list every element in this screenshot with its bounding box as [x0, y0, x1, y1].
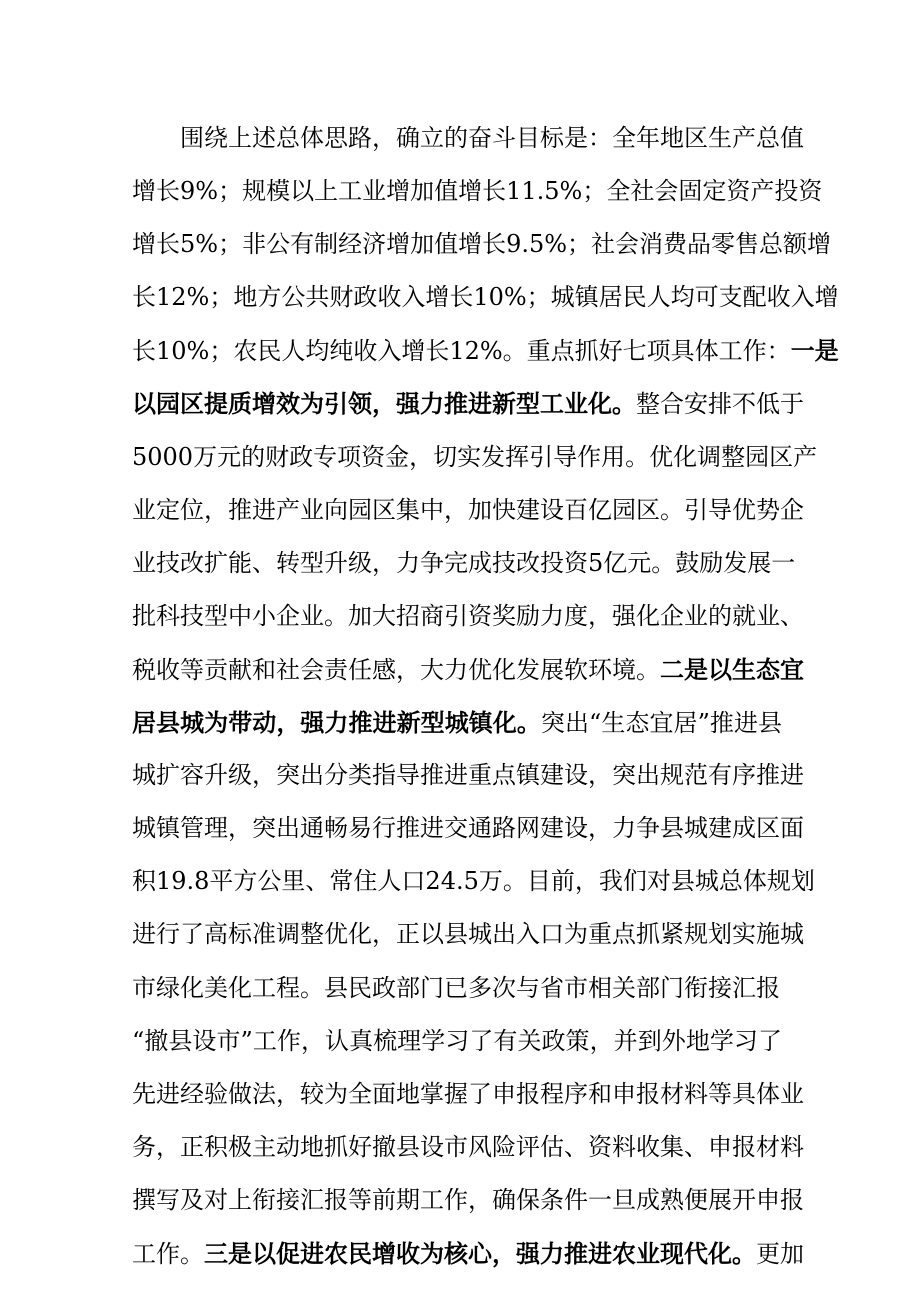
- text-run: 业技改扩能、转型升级，力争完成技改投资5亿元。鼓励发展一: [132, 548, 796, 577]
- bold-text-run: 一是: [790, 336, 839, 366]
- text-run: 围绕上述总体思路，确立的奋斗目标是：全年地区生产总值: [132, 124, 804, 152]
- text-line: [132, 165, 823, 218]
- text-run: 城镇管理，突出通畅易行推进交通路网建设，力争县城建成区面: [132, 814, 804, 843]
- text-run: 工作。: [132, 1239, 204, 1268]
- text-line: [132, 1015, 782, 1068]
- text-run: 批科技型中小企业。加大招商引资奖励力度，强化企业的就业、: [132, 601, 804, 630]
- text-line: [132, 1227, 804, 1280]
- text-line: [132, 962, 782, 1015]
- text-line: [132, 1174, 804, 1227]
- text-run: 突出“生态宜居”推进县: [540, 709, 782, 738]
- text-run: 长12%；地方公共财政收入增长10%；城镇居民人均可支配收入增: [132, 283, 839, 312]
- text-run: 业定位，推进产业向园区集中，加快建设百亿园区。引导优势企: [132, 495, 804, 524]
- text-line: [132, 112, 804, 165]
- text-run: 进行了高标准调整优化，正以县城出入口为重点抓紧规划实施城: [132, 920, 804, 949]
- text-line: [132, 218, 832, 271]
- text-run: 先进经验做法，较为全面地掌握了申报程序和申报材料等具体业: [132, 1079, 804, 1108]
- body-paragraph: [132, 112, 839, 1280]
- text-run: 更加: [756, 1239, 804, 1268]
- bold-text-run: 二是以生态宜: [660, 654, 804, 684]
- text-run: 5000万元的财政专项资金，切实发挥引导作用。优化调整园区产: [132, 442, 818, 471]
- text-run: 积19.8平方公里、常住人口24.5万。目前，我们对县城总体规划: [132, 867, 815, 896]
- text-line: [132, 749, 804, 802]
- text-line: [132, 324, 839, 377]
- text-run: 城扩容升级，突出分类指导推进重点镇建设，突出规范有序推进: [132, 761, 804, 790]
- text-run: 整合安排不低于: [636, 390, 804, 419]
- text-run: 税收等贡献和社会责任感，大力优化发展软环境。: [132, 655, 660, 684]
- text-run: 务，正积极主动地抓好撤县设市风险评估、资料收集、申报材料: [132, 1132, 804, 1161]
- text-run: 撰写及对上衔接汇报等前期工作，确保条件一旦成熟便展开申报: [132, 1185, 804, 1214]
- text-line: [132, 1121, 804, 1174]
- text-line: [132, 537, 796, 590]
- text-run: 增长5%；非公有制经济增加值增长9.5%；社会消费品零售总额增: [132, 230, 832, 259]
- text-line: [132, 271, 839, 324]
- text-run: 长10%；农民人均纯收入增长12%。重点抓好七项具体工作：: [132, 337, 791, 366]
- text-line: [132, 590, 804, 643]
- text-run: 市绿化美化工程。县民政部门已多次与省市相关部门衔接汇报: [132, 973, 780, 1002]
- text-line: [132, 377, 804, 430]
- text-line: [132, 696, 782, 749]
- text-run: “撤县设市”工作，认真梳理学习了有关政策，并到外地学习了: [132, 1026, 782, 1055]
- text-line: [132, 431, 818, 484]
- text-line: [132, 802, 804, 855]
- bold-text-run: 以园区提质增效为引领，强力推进新型工业化。: [132, 389, 636, 419]
- text-line: [132, 855, 815, 908]
- text-line: [132, 908, 804, 961]
- bold-text-run: 三是以促进农民增收为核心，强力推进农业现代化。: [204, 1238, 756, 1268]
- text-run: 增长9%；规模以上工业增加值增长11.5%；全社会固定资产投资: [132, 177, 823, 206]
- text-line: [132, 643, 804, 696]
- bold-text-run: 居县城为带动，强力推进新型城镇化。: [132, 708, 541, 738]
- text-line: [132, 1068, 804, 1121]
- text-line: [132, 484, 804, 537]
